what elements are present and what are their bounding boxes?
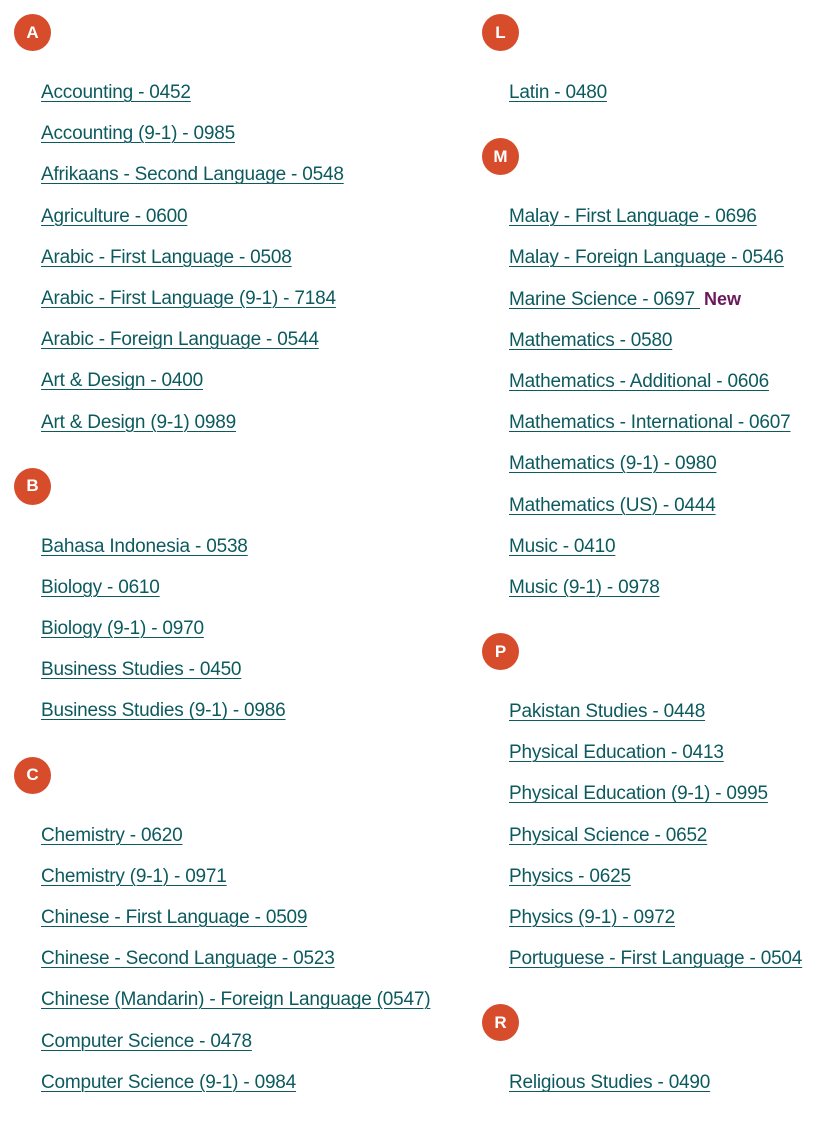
subject-column-right [482, 14, 832, 1129]
subject-link[interactable]: Mathematics - International - 0607 [509, 412, 791, 434]
subject-link[interactable]: Accounting - 0452 [41, 82, 191, 103]
list-item [41, 856, 464, 897]
letter-section-r [482, 1004, 832, 1103]
subject-link[interactable]: Arabic - First Language (9-1) - 7184 [41, 287, 336, 309]
list-item [41, 113, 464, 154]
subject-link[interactable]: Arabic - Foreign Language - 0544 [41, 329, 319, 351]
list-item [41, 938, 464, 979]
list-item [41, 196, 464, 237]
list-item [41, 319, 464, 360]
subject-link[interactable]: Mathematics - 0580 [509, 329, 673, 351]
letter-badge: B [14, 468, 51, 505]
list-item [509, 485, 832, 526]
subject-link[interactable]: Physical Education - 0413 [509, 742, 724, 764]
list-item [509, 320, 832, 361]
letter-badge: A [14, 14, 51, 51]
subject-link[interactable]: Mathematics (US) - 0444 [509, 494, 716, 516]
letter-badge: R [482, 1004, 519, 1041]
list-item [509, 897, 832, 938]
subject-link[interactable]: Chemistry - 0620 [41, 824, 183, 846]
letter-badge: C [14, 757, 51, 794]
subject-link[interactable]: Physics (9-1) - 0972 [509, 907, 676, 928]
subject-link[interactable]: Music - 0410 [509, 535, 616, 557]
list-item [41, 897, 464, 938]
subject-link[interactable]: Malay - Foreign Language - 0546 [509, 247, 784, 269]
list-item [509, 938, 832, 979]
subject-link[interactable]: Physical Education (9-1) - 0995 [509, 783, 768, 805]
list-item [41, 72, 464, 113]
list-item [41, 815, 464, 856]
subject-link[interactable]: Computer Science (9-1) - 0984 [41, 1071, 297, 1093]
list-item [509, 856, 832, 897]
list-item [41, 237, 464, 278]
subject-link[interactable]: Accounting (9-1) - 0985 [41, 123, 235, 145]
subject-link[interactable]: Pakistan Studies - 0448 [509, 701, 706, 723]
list-item [41, 402, 464, 443]
subject-link[interactable]: Agriculture - 0600 [41, 205, 188, 227]
subject-link[interactable]: Bahasa Indonesia - 0538 [41, 535, 248, 557]
subject-link[interactable]: Business Studies - 0450 [41, 659, 242, 681]
letter-badge: M [482, 138, 519, 175]
letter-badge: P [482, 633, 519, 670]
list-item [41, 278, 464, 319]
subject-list [14, 72, 464, 443]
list-item [509, 237, 832, 278]
subject-link[interactable]: Biology (9-1) - 0970 [41, 618, 204, 640]
subject-column-left [14, 14, 464, 1128]
subject-link[interactable]: Arabic - First Language - 0508 [41, 246, 292, 268]
list-item [509, 526, 832, 567]
subject-link[interactable]: Physical Science - 0652 [509, 824, 708, 846]
subject-link[interactable]: Latin - 0480 [509, 82, 607, 103]
letter-section-c [14, 757, 464, 1103]
list-item [509, 1062, 832, 1103]
new-badge: New [703, 288, 741, 309]
letter-section-m [482, 138, 832, 608]
subject-link[interactable]: Chinese (Mandarin) - Foreign Language (0547) [41, 989, 431, 1011]
list-item [509, 72, 832, 113]
subject-link[interactable]: Physics - 0625 [509, 865, 631, 887]
list-item [509, 402, 832, 443]
list-item [41, 979, 464, 1020]
subject-link[interactable]: Afrikaans - Second Language - 0548 [41, 164, 344, 186]
subject-link[interactable]: Chemistry (9-1) - 0971 [41, 865, 227, 887]
subject-link[interactable]: Music (9-1) - 0978 [509, 576, 660, 598]
list-item [41, 526, 464, 567]
list-item [509, 361, 832, 402]
list-item [41, 567, 464, 608]
subject-link[interactable]: Malay - First Language - 0696 [509, 206, 757, 228]
list-item [509, 815, 832, 856]
subject-link[interactable]: Mathematics (9-1) - 0980 [509, 453, 717, 475]
list-item [41, 154, 464, 195]
list-item [509, 443, 832, 484]
list-item [509, 279, 832, 320]
subject-link[interactable]: Chinese - Second Language - 0523 [41, 948, 335, 970]
subject-link[interactable]: Business Studies (9-1) - 0986 [41, 700, 286, 722]
letter-section-b [14, 468, 464, 732]
list-item [41, 1062, 464, 1103]
letter-section-l [482, 14, 832, 113]
subject-link[interactable]: Art & Design - 0400 [41, 370, 204, 392]
list-item [41, 608, 464, 649]
list-item [509, 691, 832, 732]
subject-list [482, 72, 832, 113]
list-item [41, 360, 464, 401]
list-item [509, 567, 832, 608]
subject-link[interactable]: Portuguese - First Language - 0504 [509, 948, 803, 970]
list-item [41, 1021, 464, 1062]
list-item [509, 773, 832, 814]
subject-list [482, 691, 832, 979]
letter-badge: L [482, 14, 519, 51]
subject-list [14, 526, 464, 732]
subject-link[interactable]: Biology - 0610 [41, 576, 160, 598]
subject-link[interactable]: Art & Design (9-1) 0989 [41, 411, 236, 433]
list-item [41, 690, 464, 731]
subject-link[interactable]: Chinese - First Language - 0509 [41, 907, 308, 928]
subject-link[interactable]: Computer Science - 0478 [41, 1030, 252, 1052]
subject-list [14, 815, 464, 1103]
letter-section-p [482, 633, 832, 979]
letter-section-a [14, 14, 464, 443]
subject-link[interactable]: Marine Science - 0697 [509, 288, 700, 310]
subject-link[interactable]: Mathematics - Additional - 0606 [509, 370, 769, 392]
subject-list [482, 1062, 832, 1103]
list-item [509, 196, 832, 237]
subject-link[interactable]: Religious Studies - 0490 [509, 1072, 711, 1094]
subject-list [482, 196, 832, 608]
list-item [509, 732, 832, 773]
list-item [41, 649, 464, 690]
